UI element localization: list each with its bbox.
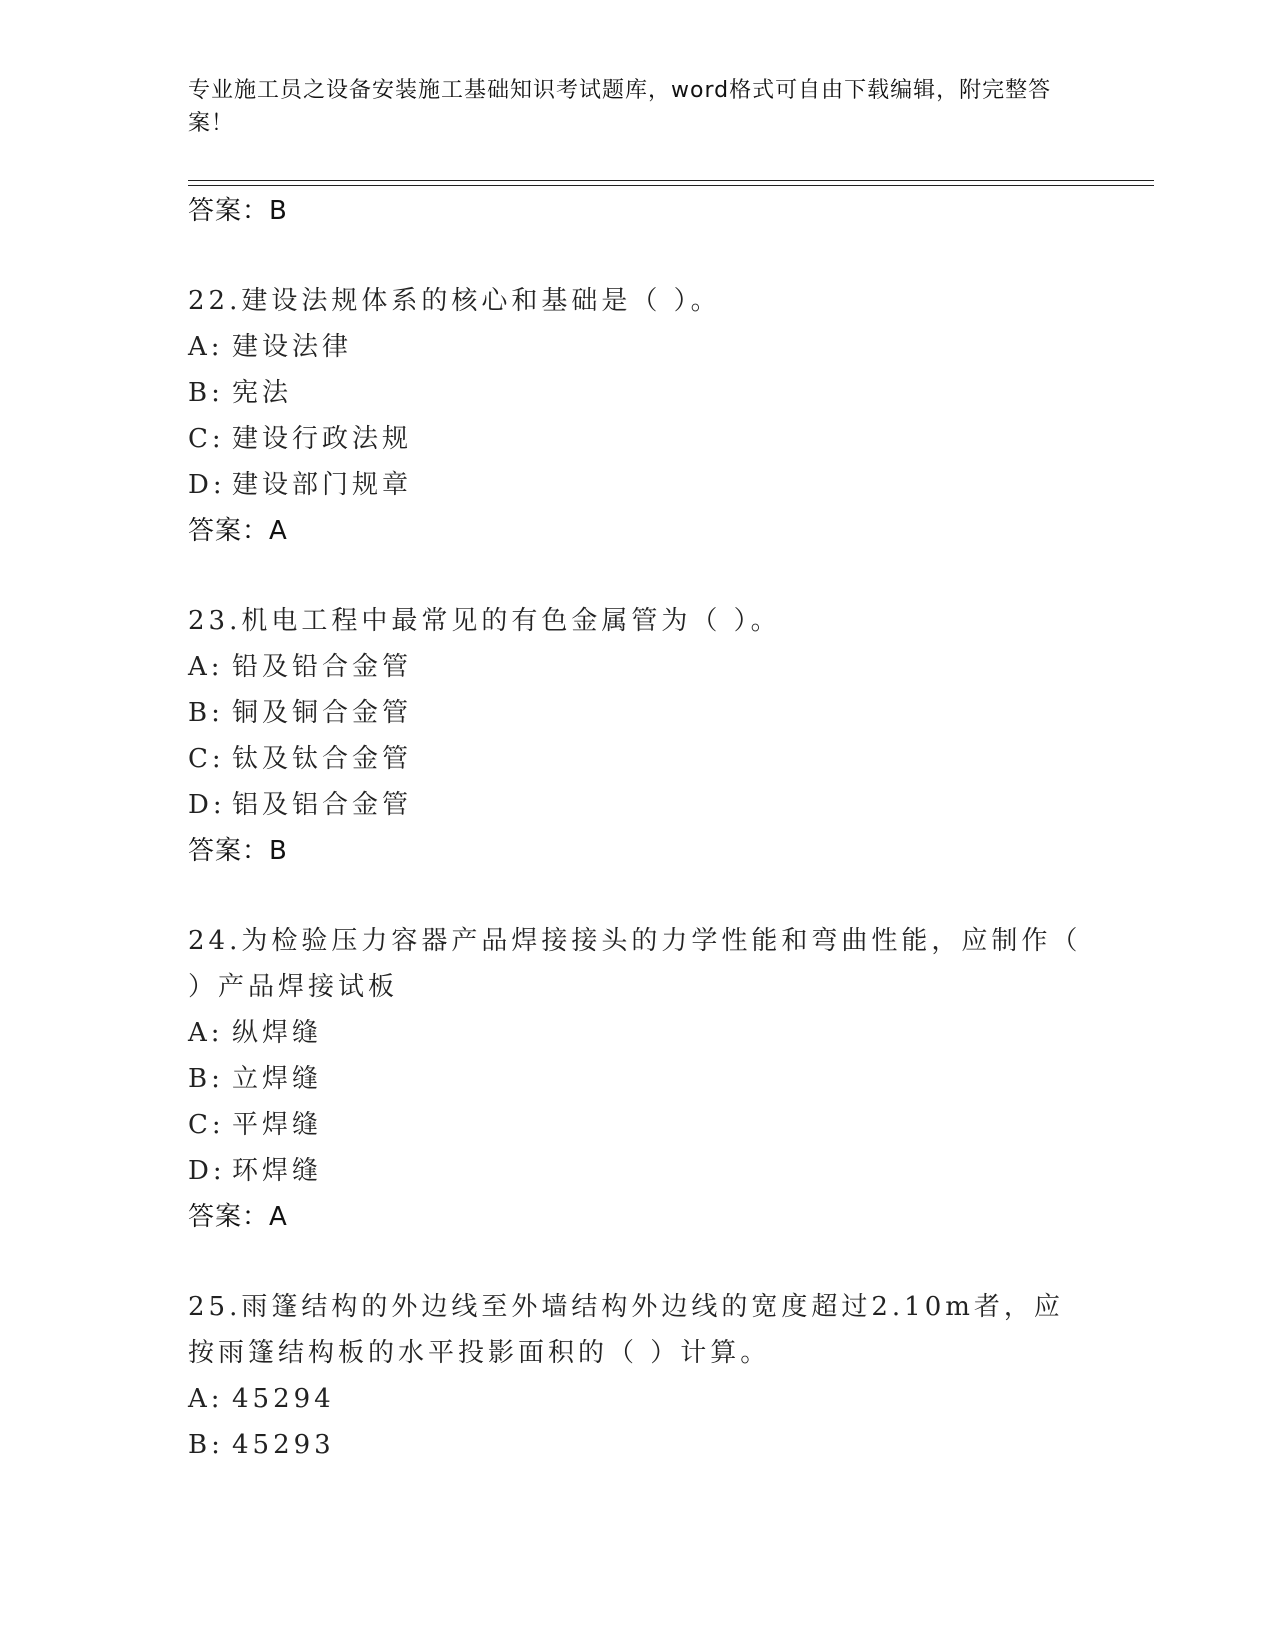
option-label: B: (188, 1064, 224, 1094)
option-label: D: (188, 790, 226, 820)
option-label: A: (188, 1018, 224, 1048)
question-stem: 22.建设法规体系的核心和基础是（ ）。 (188, 286, 721, 316)
option-d (188, 1148, 1088, 1194)
option-label: C: (188, 744, 225, 774)
option-b (188, 690, 1088, 736)
header-rule-bottom (188, 185, 1154, 186)
option-label: D: (188, 1156, 226, 1186)
option-text: 45293 (232, 1430, 335, 1460)
option-label: A: (188, 1384, 224, 1414)
option-a (188, 324, 1088, 370)
option-label: C: (188, 424, 225, 454)
option-a (188, 644, 1088, 690)
option-text: 立焊缝 (232, 1064, 323, 1094)
question-24 (188, 918, 1088, 1240)
option-label: C: (188, 1110, 225, 1140)
option-text: 平焊缝 (232, 1110, 323, 1140)
question-list (188, 188, 1088, 1468)
option-d (188, 782, 1088, 828)
answer-line: 答案：A (188, 516, 288, 546)
option-text: 钛及钛合金管 (232, 744, 413, 774)
option-label: B: (188, 378, 224, 408)
option-text: 铜及铜合金管 (232, 698, 413, 728)
option-label: A: (188, 332, 224, 362)
option-text: 环焊缝 (232, 1156, 323, 1186)
option-d (188, 462, 1088, 508)
option-c (188, 1102, 1088, 1148)
question-stem: 23.机电工程中最常见的有色金属管为（ ）。 (188, 606, 781, 636)
option-label: B: (188, 1430, 224, 1460)
option-b (188, 1056, 1088, 1102)
option-label: B: (188, 698, 224, 728)
option-label: A: (188, 652, 224, 682)
header-rule-top (188, 180, 1154, 181)
option-b (188, 370, 1088, 416)
answer-line: 答案：A (188, 1202, 288, 1232)
option-b (188, 1422, 1088, 1468)
question-25 (188, 1284, 1088, 1468)
option-text: 纵焊缝 (232, 1018, 323, 1048)
question-stem: 24.为检验压力容器产品焊接接头的力学性能和弯曲性能，应制作（ ）产品焊接试板 (188, 926, 1082, 1002)
option-text: 宪法 (232, 378, 293, 408)
option-a (188, 1376, 1088, 1422)
option-text: 建设行政法规 (232, 424, 413, 454)
option-a (188, 1010, 1088, 1056)
option-label: D: (188, 470, 226, 500)
question-23 (188, 598, 1088, 874)
question-22 (188, 278, 1088, 554)
option-text: 建设部门规章 (232, 470, 413, 500)
page-header: 专业施工员之设备安装施工基础知识考试题库，word格式可自由下载编辑，附完整答案！ (188, 78, 1052, 136)
option-text: 铝及铝合金管 (232, 790, 413, 820)
option-text: 铅及铅合金管 (232, 652, 413, 682)
answer-line: 答案：B (188, 196, 288, 226)
question-stem: 25.雨篷结构的外边线至外墙结构外边线的宽度超过2.10m者，应按雨篷结构板的水平投影面积的（ ）计算。 (188, 1292, 1064, 1368)
answer-line: 答案：B (188, 836, 288, 866)
option-text: 45294 (232, 1384, 335, 1414)
option-text: 建设法律 (232, 332, 353, 362)
option-c (188, 416, 1088, 462)
option-c (188, 736, 1088, 782)
